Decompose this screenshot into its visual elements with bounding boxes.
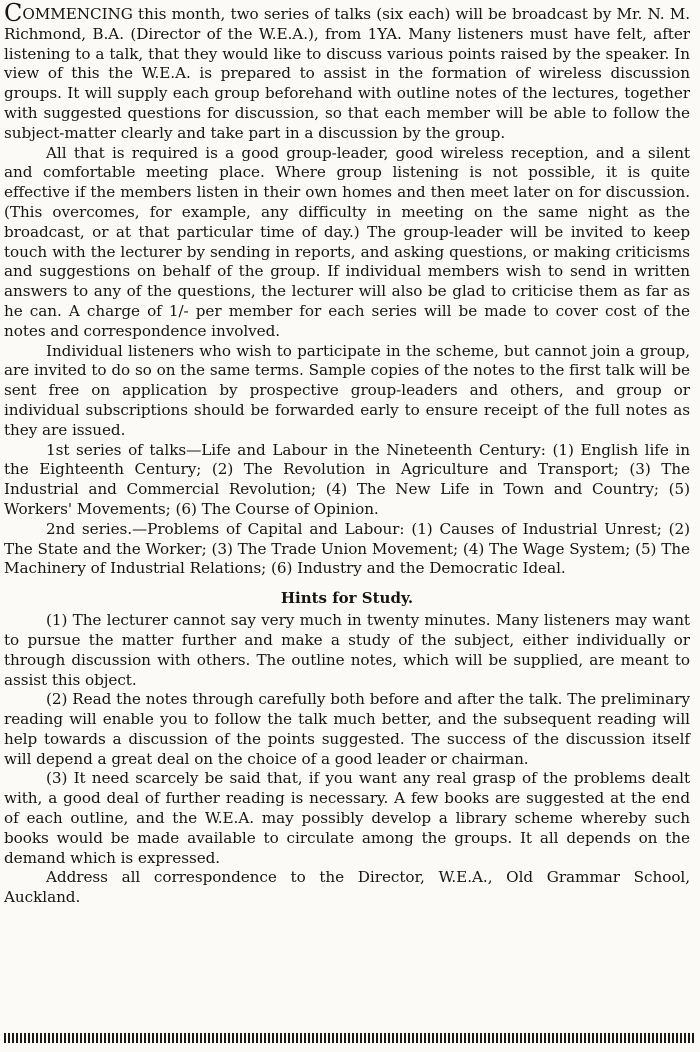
lead-text: OMMENCING this month, two series of talks (six each) will be broadcast by Mr. N. M. Richmond, B.A. (Director of the W.E.A.), from 1YA. Many listeners must have felt, after listening to a talk, that they would like to discuss various points raised by the speaker. In view of this the W.E.A. is prepared to assist in the formation of wireless discussion groups. It will supply each group beforehand with outline notes of the lectures, together with suggested questions for discussion, so that each member will be able to follow the subject-matter clearly and take part in a discussion by the group. xyxy=(4,5,690,142)
drop-cap: C xyxy=(4,0,23,27)
bottom-rule-border xyxy=(4,1033,694,1043)
hint-3: (3) It need scarcely be said that, if you want any real grasp of the problems dealt with, a good deal of further reading is necessary. A few books are suggested at the end of each outline, and the W.E.A. may possibly develop a library scheme whereby such books would be made available to circulate among the groups. It all depends on the demand which is expressed. xyxy=(4,769,690,867)
hint-2: (2) Read the notes through carefully both before and after the talk. The preliminary reading will enable you to follow the talk much better, and the subsequent reading will help towards a discussion of the points suggested. The success of the discussion itself will depend a great deal on the choice of a good leader or chairman. xyxy=(4,690,690,768)
address-paragraph: Address all correspondence to the Director, W.E.A., Old Grammar School, Auckland. xyxy=(4,868,690,907)
hint-1: (1) The lecturer cannot say very much in twenty minutes. Many listeners may want to pursue the matter further and make a study of the subject, either individually or through discussion with others. The outline notes, which will be supplied, are meant to assist this object. xyxy=(4,611,690,689)
paragraph-second-series: 2nd series.—Problems of Capital and Labour: (1) Causes of Industrial Unrest; (2) The State and the Worker; (3) The Trade Union Movement; (4) The Wage System; (5) The Machinery of Industrial Relations; (6) Industry and the Democratic Ideal. xyxy=(4,519,690,578)
lead-paragraph xyxy=(4,0,690,144)
paragraph-individual-listeners: Individual listeners who wish to participate in the scheme, but cannot join a group, are invited to do so on the same terms. Sample copies of the notes to the first talk will be sent free on application by prospective group-leaders and others, and group or individual subscriptions should be forwarded early to ensure receipt of the full notes as they are issued. xyxy=(4,341,690,439)
paragraph-requirements: All that is required is a good group-leader, good wireless reception, and a silent and comfortable meeting place. Where group listening is not possible, it is quite effective if the members listen in their own homes and then meet later on for discussion. (This overcomes, for example, any difficulty in meeting on the same night as the broadcast, or at that particular time of day.) The group-leader will be invited to keep touch with the lecturer by sending in reports, and asking questions, or making criticisms and suggestions on behalf of the group. If individual members wish to send in written answers to any of the questions, the lecturer will also be glad to criticise them as far as he can. A charge of 1/- per member for each series will be made to cover cost of the notes and correspondence involved. xyxy=(4,143,690,340)
hints-heading: Hints for Study. xyxy=(280,589,414,608)
paragraph-first-series: 1st series of talks—Life and Labour in the Nineteenth Century: (1) English life in the Eighteenth Century; (2) The Revolution in Agriculture and Transport; (3) The Industrial and Commercial Revolution; (4) The New Life in Town and Country; (5) Workers' Movements; (6) The Course of Opinion. xyxy=(4,440,690,518)
article xyxy=(4,0,690,908)
